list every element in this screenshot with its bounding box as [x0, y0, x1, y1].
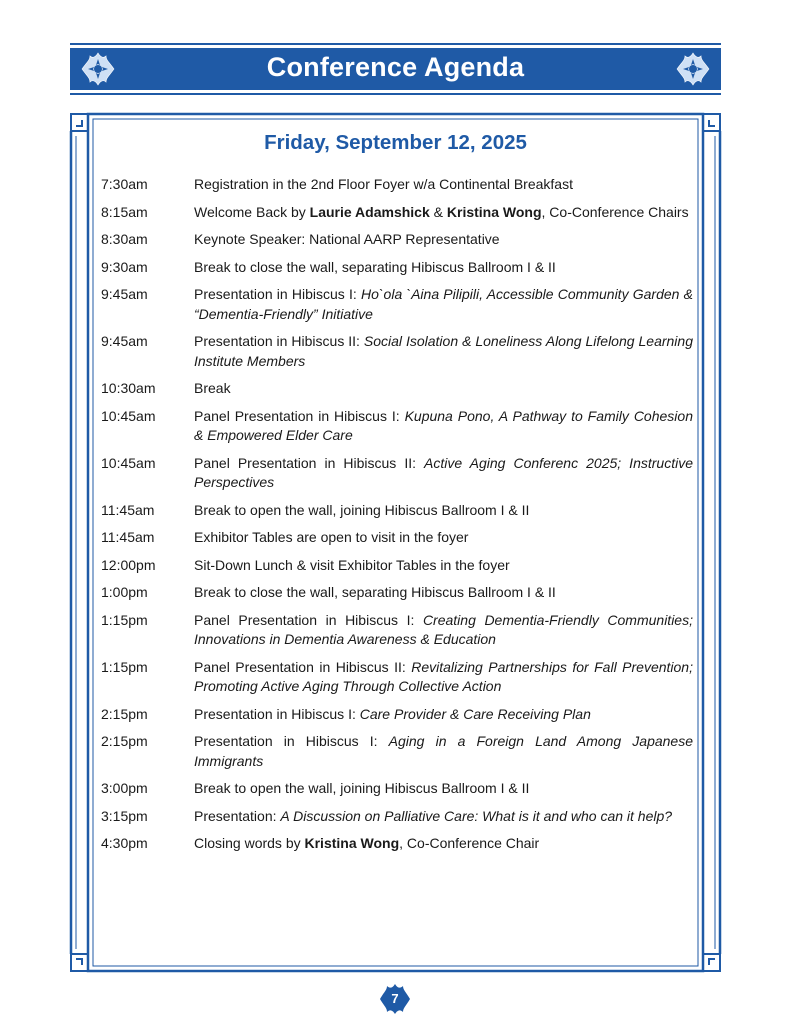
speaker-name: Kristina Wong	[304, 835, 400, 851]
agenda-time: 9:45am	[101, 333, 148, 349]
agenda-row	[101, 834, 693, 854]
description-text: Closing words by	[194, 835, 305, 851]
header-bottom-rule	[70, 93, 721, 95]
description-text: Panel Presentation in Hibiscus II:	[194, 658, 412, 675]
description-text: Presentation:	[194, 807, 281, 824]
description-text: Panel Presentation in Hibiscus II:	[194, 454, 425, 471]
description-text: Break to open the wall, joining Hibiscus Ballroom I & II	[194, 780, 530, 796]
session-title: Revitalizing Partnerships for Fall Prevention; Promoting Active Aging Through Collective Action	[194, 658, 693, 694]
header-top-rule	[70, 43, 721, 45]
agenda-row	[101, 175, 693, 195]
agenda-row	[101, 528, 693, 548]
description-text: Registration in the 2nd Floor Foyer w/a Continental Breakfast	[194, 176, 573, 192]
agenda-description	[194, 732, 693, 771]
agenda-row	[101, 332, 693, 371]
session-title: Care Provider & Care Receiving Plan	[359, 705, 591, 722]
agenda-description	[194, 611, 693, 650]
agenda-description	[194, 705, 693, 725]
page-number-badge	[379, 983, 411, 1015]
agenda-time: 11:45am	[101, 501, 155, 518]
agenda-time: 4:30pm	[101, 835, 148, 851]
agenda-row	[101, 258, 693, 278]
description-text: Exhibitor Tables are open to visit in the foyer	[194, 529, 469, 545]
agenda-row	[101, 779, 693, 799]
description-text: Break to close the wall, separating Hibiscus Ballroom I & II	[194, 584, 556, 600]
agenda-description	[194, 332, 693, 371]
description-text: Panel Presentation in Hibiscus I:	[194, 611, 423, 628]
agenda-time: 3:00pm	[101, 780, 148, 796]
agenda-time: 2:15pm	[101, 733, 148, 749]
agenda-row	[101, 379, 693, 399]
header-banner	[70, 48, 721, 90]
agenda-row	[101, 705, 693, 725]
agenda-time: 9:30am	[101, 258, 148, 275]
agenda-time: 10:45am	[101, 407, 156, 424]
description-text: Break to close the wall, separating Hibiscus Ballroom I & II	[194, 258, 556, 275]
description-text: Break	[194, 380, 231, 396]
agenda-time: 10:30am	[101, 380, 156, 396]
description-text: Presentation in Hibiscus I:	[194, 733, 389, 749]
agenda-description	[194, 175, 693, 195]
agenda-time: 11:45am	[101, 529, 155, 545]
session-title: Aging in a Foreign Land Among Japanese Immigrants	[194, 733, 694, 769]
agenda-description	[194, 230, 693, 250]
agenda-description	[194, 658, 693, 697]
agenda-description	[194, 807, 693, 827]
speaker-name: Laurie Adamshick	[309, 203, 430, 220]
description-text: Welcome Back by	[194, 203, 310, 220]
agenda-description	[194, 779, 693, 799]
agenda-description	[194, 285, 693, 324]
agenda-description	[194, 454, 693, 493]
description-text: Sit-Down Lunch & visit Exhibitor Tables in the foyer	[194, 556, 510, 573]
agenda-time: 1:15pm	[101, 658, 148, 675]
description-text: Panel Presentation in Hibiscus I:	[194, 407, 405, 424]
speaker-name: Kristina Wong	[446, 203, 542, 220]
page-number: 7	[391, 991, 399, 1006]
agenda-row	[101, 501, 693, 521]
agenda-time: 7:30am	[101, 176, 148, 192]
description-text: , Co-Conference Chairs	[541, 203, 689, 220]
agenda-row	[101, 807, 693, 827]
agenda-time: 1:00pm	[101, 584, 148, 600]
agenda-row	[101, 611, 693, 650]
agenda-row	[101, 658, 693, 697]
agenda-description	[194, 258, 693, 278]
agenda-row	[101, 732, 693, 771]
agenda-time: 12:00pm	[101, 556, 156, 573]
description-text: Presentation in Hibiscus I:	[194, 286, 361, 302]
agenda-description	[194, 583, 693, 603]
agenda-description	[194, 528, 693, 548]
agenda-row	[101, 556, 693, 576]
session-title: A Discussion on Palliative Care: What is it and who can it help?	[280, 807, 673, 824]
agenda-row	[101, 230, 693, 250]
agenda-time: 3:15pm	[101, 807, 148, 824]
agenda-row	[101, 285, 693, 324]
agenda-row	[101, 583, 693, 603]
agenda-row	[101, 407, 693, 446]
session-title: Social Isolation & Loneliness Along Lifelong Learning Institute Members	[194, 333, 693, 369]
agenda-list	[101, 175, 693, 862]
description-text: Break to open the wall, joining Hibiscus Ballroom I & II	[194, 501, 530, 518]
agenda-time: 8:30am	[101, 231, 148, 247]
description-text: , Co-Conference Chair	[399, 835, 540, 851]
description-text: Presentation in Hibiscus I:	[194, 705, 360, 722]
agenda-time: 2:15pm	[101, 705, 148, 722]
agenda-description	[194, 379, 693, 399]
agenda-description	[194, 407, 693, 446]
session-title: Creating Dementia-Friendly Communities; Innovations in Dementia Awareness & Education	[194, 611, 693, 647]
session-title: Active Aging Conferenc 2025; Instructive Perspectives	[194, 454, 693, 490]
agenda-row	[101, 454, 693, 493]
page-title: Conference Agenda	[266, 52, 525, 82]
session-title: Ho`ola `Aina Pilipili, Accessible Community Garden & “Dementia-Friendly” Initiative	[194, 286, 693, 322]
agenda-description	[194, 556, 693, 576]
description-text: Presentation in Hibiscus II:	[194, 333, 364, 349]
hawaiian-quilt-motif-icon	[675, 51, 711, 87]
agenda-time: 1:15pm	[101, 611, 148, 628]
agenda-description	[194, 501, 693, 521]
agenda-time: 8:15am	[101, 203, 148, 220]
session-title: Kupuna Pono, A Pathway to Family Cohesion & Empowered Elder Care	[194, 407, 693, 443]
agenda-description	[194, 203, 693, 223]
agenda-row	[101, 203, 693, 223]
day-heading: Friday, September 12, 2025	[264, 131, 527, 154]
description-text: Keynote Speaker: National AARP Representative	[194, 231, 500, 247]
agenda-time: 9:45am	[101, 286, 148, 302]
agenda-time: 10:45am	[101, 454, 156, 471]
description-text: &	[429, 203, 447, 220]
agenda-description	[194, 834, 693, 854]
